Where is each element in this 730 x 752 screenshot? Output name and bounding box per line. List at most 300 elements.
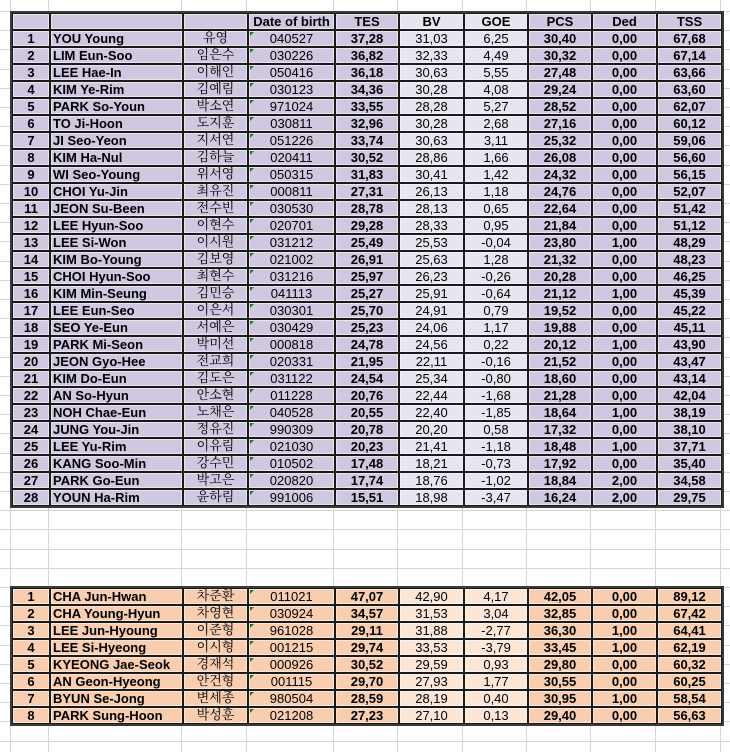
- cell-goe[interactable]: 1,18: [464, 183, 528, 200]
- cell-dob[interactable]: 010502: [248, 455, 335, 472]
- cell-goe[interactable]: 3,11: [464, 132, 528, 149]
- cell-tes[interactable]: 33,55: [335, 98, 399, 115]
- cell-dob[interactable]: 031216: [248, 268, 335, 285]
- cell-tss[interactable]: 67,68: [657, 30, 722, 47]
- cell-rank[interactable]: 12: [12, 217, 50, 234]
- cell-tss[interactable]: 63,60: [657, 81, 722, 98]
- cell-rank[interactable]: 2: [12, 605, 50, 622]
- cell-korean[interactable]: 위서영: [183, 166, 248, 183]
- cell-rank[interactable]: 1: [12, 30, 50, 47]
- cell-goe[interactable]: 3,04: [464, 605, 528, 622]
- cell-tes[interactable]: 29,11: [335, 622, 399, 639]
- cell-rank[interactable]: 1: [12, 588, 50, 605]
- cell-tss[interactable]: 42,04: [657, 387, 722, 404]
- cell-goe[interactable]: 1,42: [464, 166, 528, 183]
- cell-name[interactable]: LEE Jun-Hyoung: [50, 622, 183, 639]
- cell-ded[interactable]: 0,00: [592, 98, 657, 115]
- cell-korean[interactable]: 강수민: [183, 455, 248, 472]
- cell-bv[interactable]: 31,03: [399, 30, 464, 47]
- cell-name[interactable]: BYUN Se-Jong: [50, 690, 183, 707]
- cell-korean[interactable]: 지서연: [183, 132, 248, 149]
- cell-pcs[interactable]: 29,24: [528, 81, 592, 98]
- cell-tss[interactable]: 67,42: [657, 605, 722, 622]
- cell-tes[interactable]: 20,55: [335, 404, 399, 421]
- cell-goe[interactable]: 0,95: [464, 217, 528, 234]
- cell-ded[interactable]: 0,00: [592, 30, 657, 47]
- cell-ded[interactable]: 0,00: [592, 673, 657, 690]
- cell-korean[interactable]: 변세종: [183, 690, 248, 707]
- cell-name[interactable]: LIM Eun-Soo: [50, 47, 183, 64]
- cell-rank[interactable]: 26: [12, 455, 50, 472]
- cell-goe[interactable]: -1,18: [464, 438, 528, 455]
- cell-bv[interactable]: 22,11: [399, 353, 464, 370]
- cell-goe[interactable]: 0,13: [464, 707, 528, 724]
- cell-tss[interactable]: 48,23: [657, 251, 722, 268]
- cell-korean[interactable]: 전수빈: [183, 200, 248, 217]
- cell-pcs[interactable]: 18,84: [528, 472, 592, 489]
- cell-rank[interactable]: 19: [12, 336, 50, 353]
- cell-dob[interactable]: 000811: [248, 183, 335, 200]
- cell-tss[interactable]: 52,07: [657, 183, 722, 200]
- cell-pcs[interactable]: 24,32: [528, 166, 592, 183]
- cell-ded[interactable]: 0,00: [592, 47, 657, 64]
- cell-tss[interactable]: 58,54: [657, 690, 722, 707]
- cell-ded[interactable]: 2,00: [592, 472, 657, 489]
- cell-tss[interactable]: 89,12: [657, 588, 722, 605]
- cell-name[interactable]: KIM Ye-Rim: [50, 81, 183, 98]
- cell-name[interactable]: AN Geon-Hyeong: [50, 673, 183, 690]
- cell-tss[interactable]: 51,12: [657, 217, 722, 234]
- cell-korean[interactable]: 임은수: [183, 47, 248, 64]
- cell-rank[interactable]: 25: [12, 438, 50, 455]
- cell-pcs[interactable]: 21,12: [528, 285, 592, 302]
- cell-tes[interactable]: 15,51: [335, 489, 399, 506]
- cell-dob[interactable]: 021002: [248, 251, 335, 268]
- column-header[interactable]: Ded: [592, 13, 657, 30]
- cell-pcs[interactable]: 19,52: [528, 302, 592, 319]
- cell-bv[interactable]: 25,34: [399, 370, 464, 387]
- cell-name[interactable]: PARK Mi-Seon: [50, 336, 183, 353]
- cell-tss[interactable]: 45,22: [657, 302, 722, 319]
- cell-name[interactable]: JEON Su-Been: [50, 200, 183, 217]
- cell-bv[interactable]: 30,28: [399, 115, 464, 132]
- cell-bv[interactable]: 25,53: [399, 234, 464, 251]
- cell-tes[interactable]: 25,49: [335, 234, 399, 251]
- cell-name[interactable]: TO Ji-Hoon: [50, 115, 183, 132]
- column-header[interactable]: [12, 13, 50, 30]
- cell-tss[interactable]: 67,14: [657, 47, 722, 64]
- cell-korean[interactable]: 최현수: [183, 268, 248, 285]
- cell-bv[interactable]: 30,63: [399, 64, 464, 81]
- cell-rank[interactable]: 13: [12, 234, 50, 251]
- cell-pcs[interactable]: 18,60: [528, 370, 592, 387]
- cell-tss[interactable]: 37,71: [657, 438, 722, 455]
- cell-tes[interactable]: 25,97: [335, 268, 399, 285]
- cell-tes[interactable]: 31,83: [335, 166, 399, 183]
- cell-pcs[interactable]: 30,55: [528, 673, 592, 690]
- cell-ded[interactable]: 1,00: [592, 285, 657, 302]
- cell-tes[interactable]: 29,28: [335, 217, 399, 234]
- cell-ded[interactable]: 1,00: [592, 639, 657, 656]
- cell-pcs[interactable]: 18,48: [528, 438, 592, 455]
- cell-pcs[interactable]: 33,45: [528, 639, 592, 656]
- cell-ded[interactable]: 0,00: [592, 370, 657, 387]
- cell-tes[interactable]: 28,59: [335, 690, 399, 707]
- cell-goe[interactable]: 5,27: [464, 98, 528, 115]
- cell-bv[interactable]: 25,91: [399, 285, 464, 302]
- cell-dob[interactable]: 041113: [248, 285, 335, 302]
- cell-dob[interactable]: 051226: [248, 132, 335, 149]
- cell-bv[interactable]: 18,98: [399, 489, 464, 506]
- cell-goe[interactable]: -0,16: [464, 353, 528, 370]
- cell-goe[interactable]: 1,28: [464, 251, 528, 268]
- cell-tes[interactable]: 25,70: [335, 302, 399, 319]
- cell-rank[interactable]: 2: [12, 47, 50, 64]
- cell-name[interactable]: LEE Yu-Rim: [50, 438, 183, 455]
- cell-bv[interactable]: 24,06: [399, 319, 464, 336]
- cell-tes[interactable]: 34,36: [335, 81, 399, 98]
- cell-pcs[interactable]: 21,28: [528, 387, 592, 404]
- cell-goe[interactable]: -0,26: [464, 268, 528, 285]
- cell-dob[interactable]: 000926: [248, 656, 335, 673]
- cell-name[interactable]: KANG Soo-Min: [50, 455, 183, 472]
- cell-korean[interactable]: 이유림: [183, 438, 248, 455]
- cell-dob[interactable]: 980504: [248, 690, 335, 707]
- cell-name[interactable]: WI Seo-Young: [50, 166, 183, 183]
- cell-tss[interactable]: 38,10: [657, 421, 722, 438]
- cell-tss[interactable]: 64,41: [657, 622, 722, 639]
- cell-pcs[interactable]: 18,64: [528, 404, 592, 421]
- cell-bv[interactable]: 32,33: [399, 47, 464, 64]
- cell-tes[interactable]: 27,23: [335, 707, 399, 724]
- cell-dob[interactable]: 031122: [248, 370, 335, 387]
- cell-name[interactable]: CHOI Hyun-Soo: [50, 268, 183, 285]
- cell-name[interactable]: PARK Sung-Hoon: [50, 707, 183, 724]
- cell-tes[interactable]: 30,52: [335, 656, 399, 673]
- cell-ded[interactable]: 0,00: [592, 200, 657, 217]
- cell-tes[interactable]: 32,96: [335, 115, 399, 132]
- cell-bv[interactable]: 27,93: [399, 673, 464, 690]
- cell-name[interactable]: JUNG You-Jin: [50, 421, 183, 438]
- cell-korean[interactable]: 박미선: [183, 336, 248, 353]
- cell-pcs[interactable]: 29,40: [528, 707, 592, 724]
- cell-tss[interactable]: 29,75: [657, 489, 722, 506]
- cell-name[interactable]: KIM Do-Eun: [50, 370, 183, 387]
- cell-dob[interactable]: 040527: [248, 30, 335, 47]
- column-header[interactable]: [50, 13, 183, 30]
- cell-pcs[interactable]: 16,24: [528, 489, 592, 506]
- cell-ded[interactable]: 0,00: [592, 166, 657, 183]
- cell-goe[interactable]: -0,80: [464, 370, 528, 387]
- cell-tes[interactable]: 28,78: [335, 200, 399, 217]
- cell-tss[interactable]: 46,25: [657, 268, 722, 285]
- cell-pcs[interactable]: 20,28: [528, 268, 592, 285]
- cell-name[interactable]: JEON Gyo-Hee: [50, 353, 183, 370]
- cell-korean[interactable]: 안건형: [183, 673, 248, 690]
- cell-korean[interactable]: 이시원: [183, 234, 248, 251]
- cell-tss[interactable]: 45,39: [657, 285, 722, 302]
- cell-name[interactable]: YOU Young: [50, 30, 183, 47]
- cell-bv[interactable]: 30,63: [399, 132, 464, 149]
- cell-bv[interactable]: 25,63: [399, 251, 464, 268]
- cell-rank[interactable]: 6: [12, 115, 50, 132]
- cell-rank[interactable]: 17: [12, 302, 50, 319]
- cell-ded[interactable]: 0,00: [592, 217, 657, 234]
- cell-rank[interactable]: 23: [12, 404, 50, 421]
- cell-goe[interactable]: -1,85: [464, 404, 528, 421]
- cell-dob[interactable]: 030530: [248, 200, 335, 217]
- cell-korean[interactable]: 이은서: [183, 302, 248, 319]
- cell-rank[interactable]: 4: [12, 639, 50, 656]
- cell-tss[interactable]: 45,11: [657, 319, 722, 336]
- cell-dob[interactable]: 000818: [248, 336, 335, 353]
- cell-dob[interactable]: 011228: [248, 387, 335, 404]
- cell-pcs[interactable]: 21,52: [528, 353, 592, 370]
- cell-ded[interactable]: 0,00: [592, 656, 657, 673]
- cell-bv[interactable]: 30,28: [399, 81, 464, 98]
- cell-ded[interactable]: 0,00: [592, 149, 657, 166]
- cell-ded[interactable]: 0,00: [592, 353, 657, 370]
- cell-bv[interactable]: 28,13: [399, 200, 464, 217]
- cell-rank[interactable]: 5: [12, 98, 50, 115]
- cell-bv[interactable]: 21,41: [399, 438, 464, 455]
- cell-korean[interactable]: 차준환: [183, 588, 248, 605]
- cell-tes[interactable]: 24,78: [335, 336, 399, 353]
- cell-rank[interactable]: 27: [12, 472, 50, 489]
- cell-tss[interactable]: 48,29: [657, 234, 722, 251]
- cell-rank[interactable]: 7: [12, 690, 50, 707]
- cell-goe[interactable]: -2,77: [464, 622, 528, 639]
- cell-korean[interactable]: 전교희: [183, 353, 248, 370]
- cell-korean[interactable]: 이준형: [183, 622, 248, 639]
- cell-dob[interactable]: 020820: [248, 472, 335, 489]
- cell-ded[interactable]: 0,00: [592, 319, 657, 336]
- cell-tes[interactable]: 26,91: [335, 251, 399, 268]
- cell-korean[interactable]: 박성훈: [183, 707, 248, 724]
- cell-ded[interactable]: 0,00: [592, 64, 657, 81]
- cell-rank[interactable]: 15: [12, 268, 50, 285]
- cell-name[interactable]: YOUN Ha-Rim: [50, 489, 183, 506]
- cell-tes[interactable]: 25,23: [335, 319, 399, 336]
- cell-ded[interactable]: 0,00: [592, 588, 657, 605]
- cell-tes[interactable]: 36,82: [335, 47, 399, 64]
- cell-bv[interactable]: 31,53: [399, 605, 464, 622]
- cell-name[interactable]: LEE Si-Won: [50, 234, 183, 251]
- cell-ded[interactable]: 0,00: [592, 268, 657, 285]
- cell-ded[interactable]: 0,00: [592, 81, 657, 98]
- cell-ded[interactable]: 1,00: [592, 336, 657, 353]
- cell-dob[interactable]: 971024: [248, 98, 335, 115]
- cell-tss[interactable]: 35,40: [657, 455, 722, 472]
- cell-pcs[interactable]: 30,95: [528, 690, 592, 707]
- cell-tss[interactable]: 51,42: [657, 200, 722, 217]
- cell-rank[interactable]: 21: [12, 370, 50, 387]
- cell-dob[interactable]: 050315: [248, 166, 335, 183]
- cell-goe[interactable]: 0,93: [464, 656, 528, 673]
- cell-korean[interactable]: 노채은: [183, 404, 248, 421]
- cell-tss[interactable]: 60,12: [657, 115, 722, 132]
- cell-name[interactable]: AN So-Hyun: [50, 387, 183, 404]
- cell-korean[interactable]: 경재석: [183, 656, 248, 673]
- cell-korean[interactable]: 도지훈: [183, 115, 248, 132]
- cell-pcs[interactable]: 32,85: [528, 605, 592, 622]
- cell-korean[interactable]: 김예림: [183, 81, 248, 98]
- cell-tes[interactable]: 33,74: [335, 132, 399, 149]
- cell-bv[interactable]: 27,10: [399, 707, 464, 724]
- cell-name[interactable]: NOH Chae-Eun: [50, 404, 183, 421]
- cell-pcs[interactable]: 42,05: [528, 588, 592, 605]
- cell-pcs[interactable]: 17,32: [528, 421, 592, 438]
- cell-ded[interactable]: 2,00: [592, 489, 657, 506]
- cell-tes[interactable]: 47,07: [335, 588, 399, 605]
- cell-korean[interactable]: 유영: [183, 30, 248, 47]
- cell-tss[interactable]: 43,47: [657, 353, 722, 370]
- cell-rank[interactable]: 8: [12, 707, 50, 724]
- cell-bv[interactable]: 18,76: [399, 472, 464, 489]
- cell-goe[interactable]: 6,25: [464, 30, 528, 47]
- cell-pcs[interactable]: 23,80: [528, 234, 592, 251]
- cell-ded[interactable]: 0,00: [592, 605, 657, 622]
- cell-goe[interactable]: -3,47: [464, 489, 528, 506]
- cell-pcs[interactable]: 17,92: [528, 455, 592, 472]
- cell-dob[interactable]: 030429: [248, 319, 335, 336]
- cell-goe[interactable]: 0,22: [464, 336, 528, 353]
- cell-tss[interactable]: 56,60: [657, 149, 722, 166]
- cell-goe[interactable]: 0,79: [464, 302, 528, 319]
- cell-korean[interactable]: 정유진: [183, 421, 248, 438]
- cell-bv[interactable]: 24,56: [399, 336, 464, 353]
- cell-bv[interactable]: 33,53: [399, 639, 464, 656]
- cell-goe[interactable]: -0,04: [464, 234, 528, 251]
- cell-rank[interactable]: 16: [12, 285, 50, 302]
- cell-ded[interactable]: 1,00: [592, 690, 657, 707]
- cell-korean[interactable]: 김도은: [183, 370, 248, 387]
- column-header[interactable]: TSS: [657, 13, 722, 30]
- cell-name[interactable]: LEE Hae-In: [50, 64, 183, 81]
- cell-pcs[interactable]: 20,12: [528, 336, 592, 353]
- column-header[interactable]: GOE: [464, 13, 528, 30]
- cell-bv[interactable]: 28,86: [399, 149, 464, 166]
- cell-korean[interactable]: 안소현: [183, 387, 248, 404]
- cell-ded[interactable]: 1,00: [592, 404, 657, 421]
- cell-rank[interactable]: 14: [12, 251, 50, 268]
- cell-name[interactable]: PARK Go-Eun: [50, 472, 183, 489]
- cell-bv[interactable]: 22,40: [399, 404, 464, 421]
- cell-dob[interactable]: 990309: [248, 421, 335, 438]
- cell-korean[interactable]: 최유진: [183, 183, 248, 200]
- cell-dob[interactable]: 050416: [248, 64, 335, 81]
- column-header[interactable]: [183, 13, 248, 30]
- cell-korean[interactable]: 이현수: [183, 217, 248, 234]
- cell-rank[interactable]: 8: [12, 149, 50, 166]
- cell-pcs[interactable]: 36,30: [528, 622, 592, 639]
- cell-pcs[interactable]: 29,80: [528, 656, 592, 673]
- cell-goe[interactable]: -1,68: [464, 387, 528, 404]
- cell-rank[interactable]: 3: [12, 64, 50, 81]
- cell-dob[interactable]: 030226: [248, 47, 335, 64]
- cell-rank[interactable]: 11: [12, 200, 50, 217]
- cell-bv[interactable]: 28,19: [399, 690, 464, 707]
- cell-tss[interactable]: 60,25: [657, 673, 722, 690]
- cell-bv[interactable]: 30,41: [399, 166, 464, 183]
- cell-name[interactable]: LEE Eun-Seo: [50, 302, 183, 319]
- cell-dob[interactable]: 021030: [248, 438, 335, 455]
- cell-name[interactable]: LEE Si-Hyeong: [50, 639, 183, 656]
- cell-ded[interactable]: 0,00: [592, 251, 657, 268]
- cell-ded[interactable]: 1,00: [592, 622, 657, 639]
- cell-pcs[interactable]: 21,84: [528, 217, 592, 234]
- cell-goe[interactable]: 0,40: [464, 690, 528, 707]
- cell-dob[interactable]: 030123: [248, 81, 335, 98]
- cell-pcs[interactable]: 27,16: [528, 115, 592, 132]
- cell-tss[interactable]: 43,90: [657, 336, 722, 353]
- cell-dob[interactable]: 011021: [248, 588, 335, 605]
- cell-goe[interactable]: 2,68: [464, 115, 528, 132]
- cell-rank[interactable]: 10: [12, 183, 50, 200]
- cell-ded[interactable]: 0,00: [592, 387, 657, 404]
- cell-bv[interactable]: 42,90: [399, 588, 464, 605]
- cell-ded[interactable]: 1,00: [592, 234, 657, 251]
- cell-korean[interactable]: 이해인: [183, 64, 248, 81]
- cell-korean[interactable]: 김민승: [183, 285, 248, 302]
- cell-dob[interactable]: 021208: [248, 707, 335, 724]
- cell-name[interactable]: CHA Young-Hyun: [50, 605, 183, 622]
- cell-goe[interactable]: 1,66: [464, 149, 528, 166]
- cell-goe[interactable]: 4,49: [464, 47, 528, 64]
- cell-dob[interactable]: 030811: [248, 115, 335, 132]
- cell-korean[interactable]: 김보영: [183, 251, 248, 268]
- cell-name[interactable]: KIM Min-Seung: [50, 285, 183, 302]
- cell-dob[interactable]: 031212: [248, 234, 335, 251]
- cell-bv[interactable]: 24,91: [399, 302, 464, 319]
- cell-rank[interactable]: 7: [12, 132, 50, 149]
- cell-goe[interactable]: -0,73: [464, 455, 528, 472]
- cell-tss[interactable]: 63,66: [657, 64, 722, 81]
- cell-rank[interactable]: 9: [12, 166, 50, 183]
- cell-tes[interactable]: 24,54: [335, 370, 399, 387]
- cell-goe[interactable]: 5,55: [464, 64, 528, 81]
- cell-bv[interactable]: 26,23: [399, 268, 464, 285]
- cell-pcs[interactable]: 22,64: [528, 200, 592, 217]
- cell-dob[interactable]: 991006: [248, 489, 335, 506]
- cell-tss[interactable]: 56,63: [657, 707, 722, 724]
- cell-pcs[interactable]: 28,52: [528, 98, 592, 115]
- column-header[interactable]: PCS: [528, 13, 592, 30]
- cell-rank[interactable]: 28: [12, 489, 50, 506]
- cell-goe[interactable]: 1,17: [464, 319, 528, 336]
- cell-rank[interactable]: 6: [12, 673, 50, 690]
- cell-goe[interactable]: -1,02: [464, 472, 528, 489]
- cell-pcs[interactable]: 27,48: [528, 64, 592, 81]
- cell-goe[interactable]: -0,64: [464, 285, 528, 302]
- cell-dob[interactable]: 001215: [248, 639, 335, 656]
- cell-goe[interactable]: 0,65: [464, 200, 528, 217]
- cell-goe[interactable]: 1,77: [464, 673, 528, 690]
- cell-tes[interactable]: 17,48: [335, 455, 399, 472]
- cell-name[interactable]: SEO Ye-Eun: [50, 319, 183, 336]
- cell-tes[interactable]: 34,57: [335, 605, 399, 622]
- cell-rank[interactable]: 24: [12, 421, 50, 438]
- cell-bv[interactable]: 29,59: [399, 656, 464, 673]
- cell-bv[interactable]: 31,88: [399, 622, 464, 639]
- column-header[interactable]: TES: [335, 13, 399, 30]
- cell-pcs[interactable]: 30,40: [528, 30, 592, 47]
- cell-goe[interactable]: 4,17: [464, 588, 528, 605]
- cell-bv[interactable]: 28,28: [399, 98, 464, 115]
- cell-rank[interactable]: 18: [12, 319, 50, 336]
- cell-rank[interactable]: 20: [12, 353, 50, 370]
- cell-dob[interactable]: 020331: [248, 353, 335, 370]
